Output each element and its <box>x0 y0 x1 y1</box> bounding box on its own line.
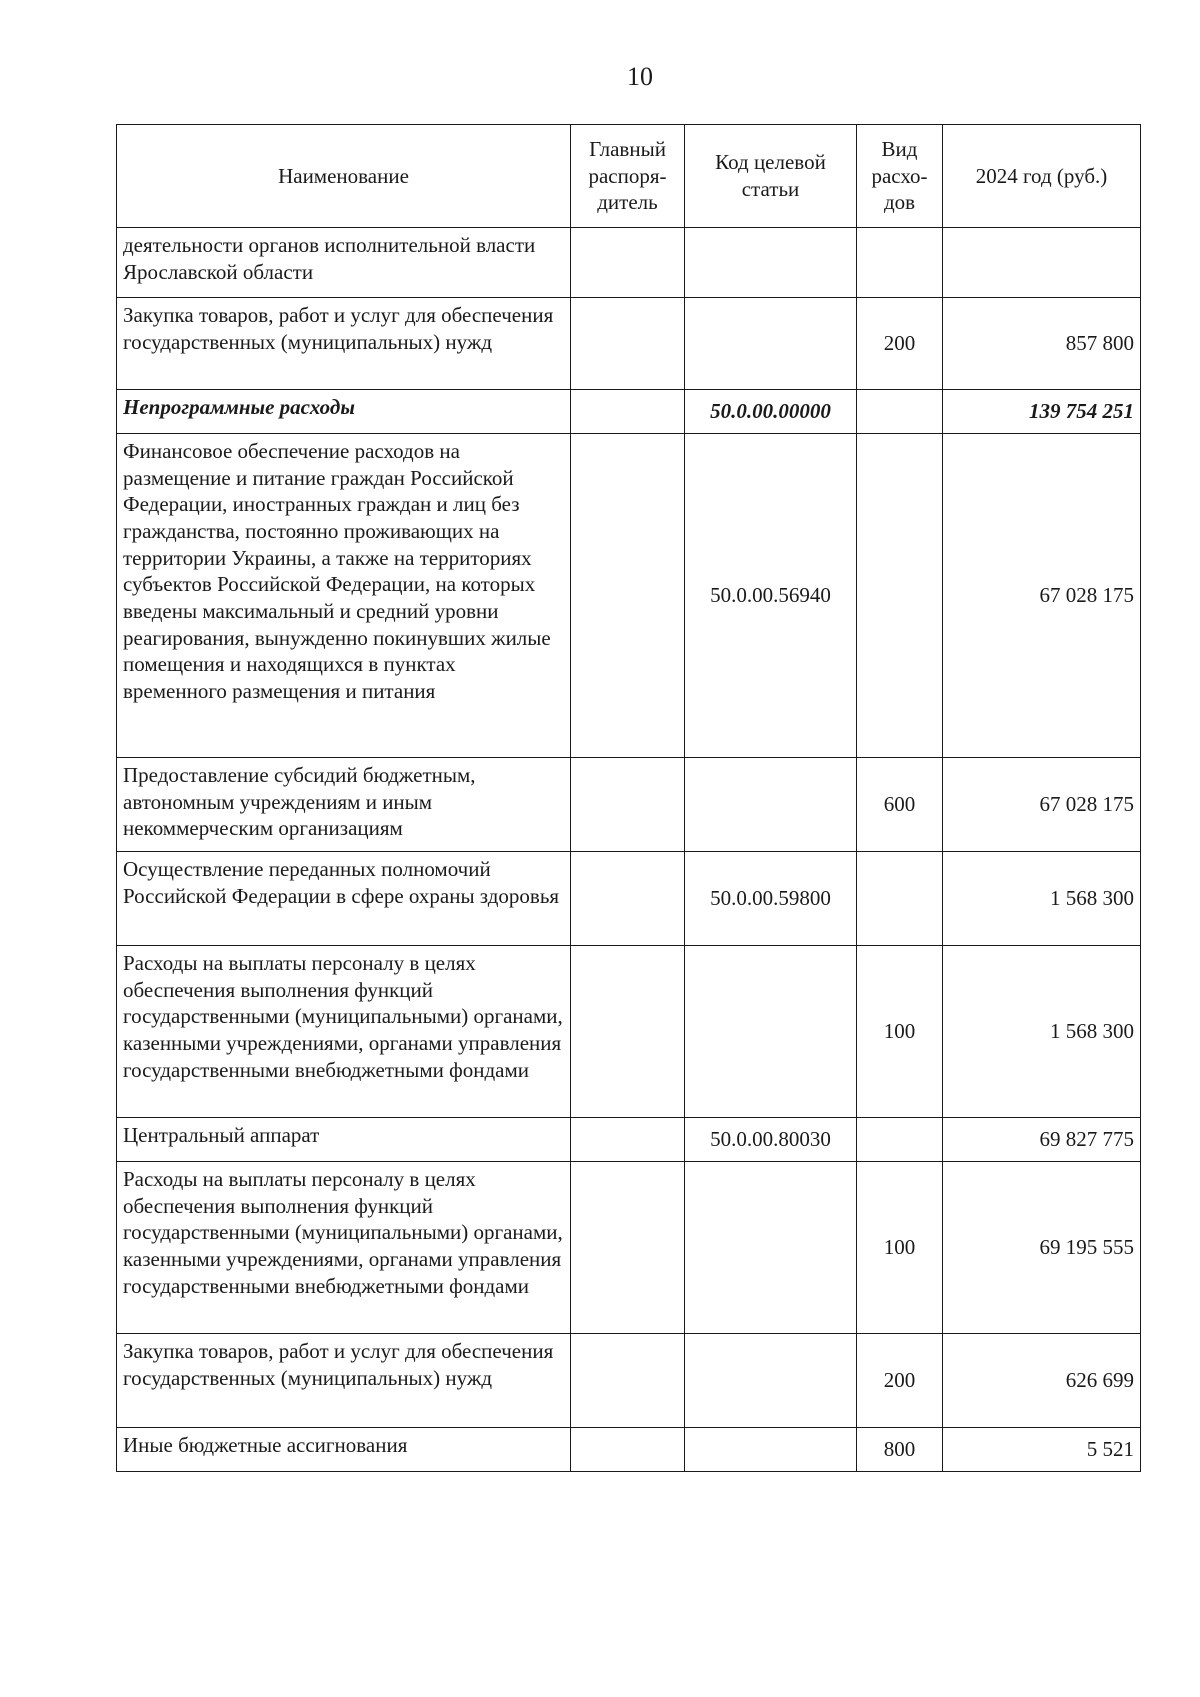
budget-table <box>116 124 1141 1472</box>
row-kind <box>857 1118 943 1162</box>
row-distributor <box>571 758 685 852</box>
table-row <box>117 434 1141 758</box>
header-kind: Вид расхо-дов <box>857 125 943 228</box>
table-row <box>117 1428 1141 1472</box>
row-amount <box>943 228 1141 298</box>
row-kind <box>857 228 943 298</box>
table-row <box>117 758 1141 852</box>
row-code <box>685 228 857 298</box>
row-kind: 100 <box>857 946 943 1118</box>
row-distributor <box>571 1118 685 1162</box>
header-distributor: Главный распоря-дитель <box>571 125 685 228</box>
row-name: Центральный аппарат <box>117 1118 571 1162</box>
row-kind <box>857 390 943 434</box>
row-amount: 67 028 175 <box>943 758 1141 852</box>
row-kind: 800 <box>857 1428 943 1472</box>
row-code: 50.0.00.00000 <box>685 390 857 434</box>
row-code <box>685 1162 857 1334</box>
header-amount: 2024 год (руб.) <box>943 125 1141 228</box>
row-name: деятельности органов исполнительной власти Ярославской области <box>117 228 571 298</box>
row-code: 50.0.00.59800 <box>685 852 857 946</box>
row-amount: 5 521 <box>943 1428 1141 1472</box>
row-amount: 626 699 <box>943 1334 1141 1428</box>
row-distributor <box>571 228 685 298</box>
row-amount: 857 800 <box>943 298 1141 390</box>
table-row <box>117 1118 1141 1162</box>
row-distributor <box>571 1334 685 1428</box>
row-code <box>685 758 857 852</box>
row-kind: 200 <box>857 1334 943 1428</box>
row-distributor <box>571 946 685 1118</box>
row-name: Закупка товаров, работ и услуг для обеспечения государственных (муниципальных) нужд <box>117 298 571 390</box>
row-kind: 100 <box>857 1162 943 1334</box>
table-row <box>117 852 1141 946</box>
row-distributor <box>571 434 685 758</box>
table-row <box>117 946 1141 1118</box>
row-kind <box>857 852 943 946</box>
row-name: Финансовое обеспечение расходов на размещение и питание граждан Российской Федерации, иностранных граждан и лиц без гражданства, постоянно проживающих на территории Украины, а также на территориях субъектов Российской Федерации, на которых введены максимальный и средний уровни реагирования, вынужденно покинувших жилые помещения и находящихся в пунктах временного размещения и питания <box>117 434 571 758</box>
row-code <box>685 1428 857 1472</box>
row-code: 50.0.00.80030 <box>685 1118 857 1162</box>
table-row <box>117 1334 1141 1428</box>
row-amount: 69 195 555 <box>943 1162 1141 1334</box>
row-kind <box>857 434 943 758</box>
row-name: Непрограммные расходы <box>117 390 571 434</box>
row-distributor <box>571 390 685 434</box>
row-code <box>685 298 857 390</box>
row-code <box>685 946 857 1118</box>
row-distributor <box>571 1162 685 1334</box>
table-row <box>117 228 1141 298</box>
table-row <box>117 390 1141 434</box>
row-name: Осуществление переданных полномочий Российской Федерации в сфере охраны здоровья <box>117 852 571 946</box>
header-name: Наименование <box>117 125 571 228</box>
row-name: Расходы на выплаты персоналу в целях обеспечения выполнения функций государственными (муниципальными) органами, казенными учреждениями, органами управления государственными внебюджетными фондами <box>117 1162 571 1334</box>
row-name: Иные бюджетные ассигнования <box>117 1428 571 1472</box>
row-distributor <box>571 852 685 946</box>
header-code: Код целевой статьи <box>685 125 857 228</box>
row-amount: 1 568 300 <box>943 946 1141 1118</box>
row-name: Предоставление субсидий бюджетным, автономным учреждениям и иным некоммерческим организациям <box>117 758 571 852</box>
row-name: Закупка товаров, работ и услуг для обеспечения государственных (муниципальных) нужд <box>117 1334 571 1428</box>
table-row <box>117 1162 1141 1334</box>
row-distributor <box>571 298 685 390</box>
row-code: 50.0.00.56940 <box>685 434 857 758</box>
row-amount: 69 827 775 <box>943 1118 1141 1162</box>
table-row <box>117 298 1141 390</box>
row-amount: 139 754 251 <box>943 390 1141 434</box>
table-body <box>117 228 1141 1472</box>
row-kind: 600 <box>857 758 943 852</box>
page-number: 10 <box>627 62 653 91</box>
table-header-row <box>117 125 1141 228</box>
row-amount: 67 028 175 <box>943 434 1141 758</box>
row-amount: 1 568 300 <box>943 852 1141 946</box>
row-distributor <box>571 1428 685 1472</box>
row-kind: 200 <box>857 298 943 390</box>
row-name: Расходы на выплаты персоналу в целях обеспечения выполнения функций государственными (муниципальными) органами, казенными учреждениями, органами управления государственными внебюджетными фондами <box>117 946 571 1118</box>
row-code <box>685 1334 857 1428</box>
